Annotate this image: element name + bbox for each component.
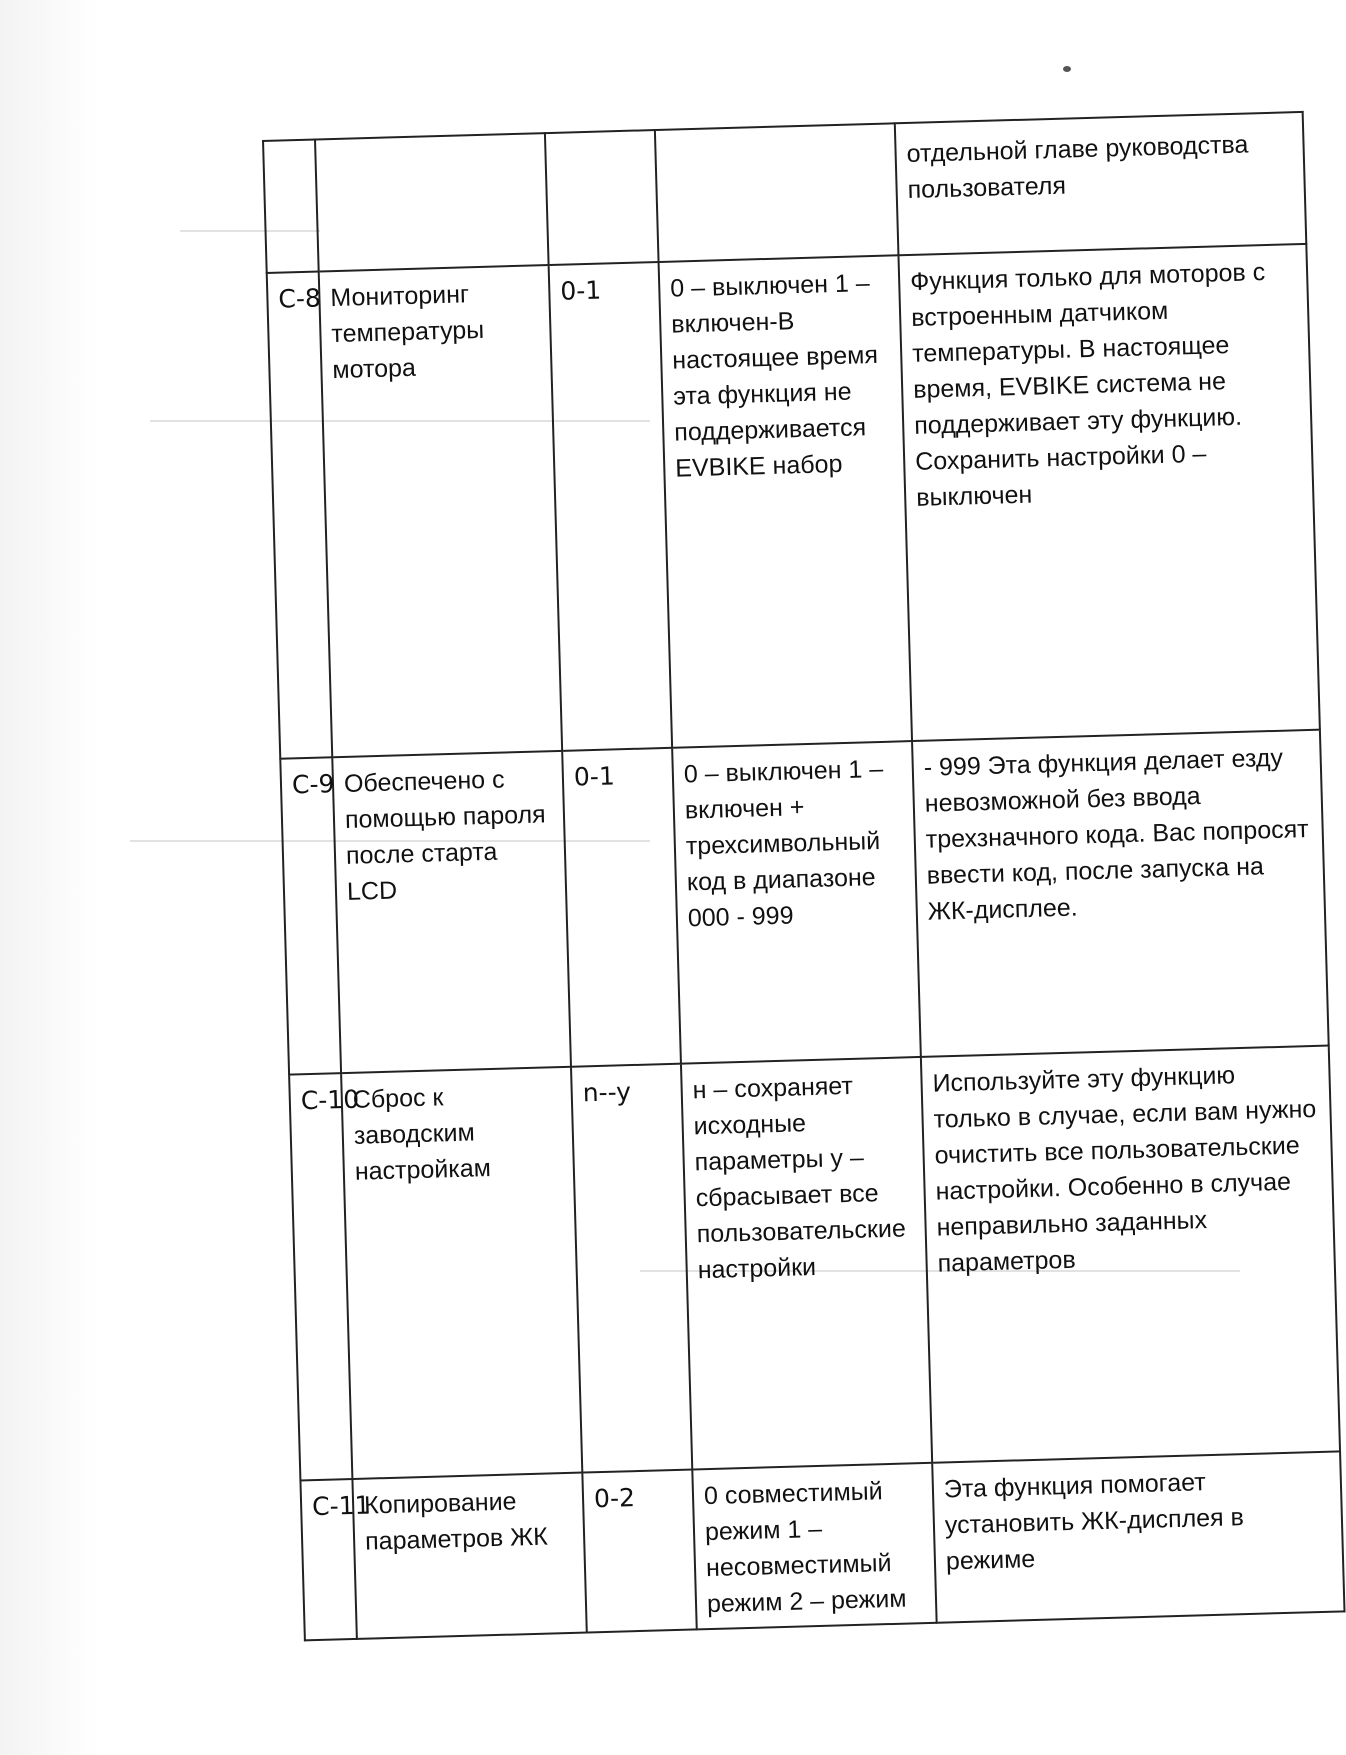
notes-cell: Функция только для моторов с встроенным датчиком температуры. В настоящее время, EVBIKE система не поддерживает эту функцию. Сохранить настройки 0 – выключен: [898, 244, 1319, 741]
range-cell: 0-2: [582, 1470, 696, 1633]
range-cell: [545, 130, 659, 265]
name-cell: Обеспечено с помощью пароля после старта LCD: [332, 751, 571, 1073]
notes-cell: отдельной главе руководства пользователя: [895, 112, 1307, 255]
description-cell: [655, 123, 899, 262]
name-cell: Мониторинг температуры мотора: [319, 265, 562, 757]
code-cell: С-8: [267, 271, 333, 758]
code-cell: С-10: [289, 1073, 352, 1480]
description-cell: н – сохраняет исходные параметры у – сбрасывает все пользовательские настройки: [681, 1057, 932, 1470]
document-page: [262, 112, 1317, 1630]
range-cell: 0-1: [562, 748, 681, 1067]
notes-cell: Эта функция помогает установить ЖК-дисплея в режиме: [932, 1451, 1344, 1622]
scan-speck: [1063, 66, 1071, 72]
code-cell: [263, 140, 319, 273]
table-row: [267, 244, 1320, 759]
range-cell: n--y: [571, 1064, 692, 1473]
table-row: [289, 1046, 1340, 1481]
range-cell: 0-1: [549, 262, 673, 751]
table-row: [300, 1451, 1344, 1640]
notes-cell: Используйте эту функцию только в случае, если вам нужно очистить все пользовательские настройки. Особенно в случае неправильно заданных параметров: [921, 1046, 1340, 1463]
description-cell: 0 – выключен 1 – включен + трехсимвольный код в диапазоне 000 - 999: [672, 741, 921, 1064]
name-cell: Сброс к заводским настройкам: [341, 1067, 582, 1479]
name-cell: Копирование параметров ЖК: [352, 1473, 586, 1639]
description-cell: 0 совместимый режим 1 – несовместимый режим 2 – режим: [692, 1463, 936, 1630]
description-cell: 0 – выключен 1 – включен-В настоящее время эта функция не поддерживается EVBIKE набор: [659, 255, 912, 748]
table-row: [280, 730, 1328, 1075]
code-cell: С-11: [300, 1479, 356, 1640]
name-cell: [315, 133, 549, 271]
code-cell: С-9: [280, 757, 341, 1074]
scan-edge: [0, 0, 100, 1755]
settings-table: [262, 111, 1346, 1642]
notes-cell: - 999 Эта функция делает езду невозможной без ввода трехзначного кода. Вас попросят ввести код, после запуска на ЖК-дисплее.: [912, 730, 1329, 1057]
